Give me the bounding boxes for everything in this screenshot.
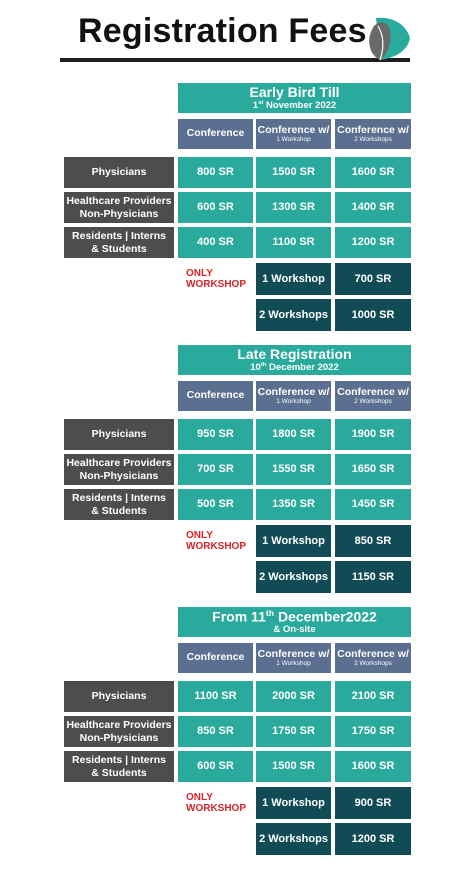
banner-subtitle: & On-site	[273, 623, 316, 635]
only-workshop-line: WORKSHOP	[186, 540, 246, 552]
price-cell: 700 SR	[178, 454, 253, 485]
column-header	[178, 119, 253, 149]
workshop-label: 1 Workshop	[256, 263, 331, 295]
price-cell: 1600 SR	[335, 157, 411, 188]
column-header	[256, 643, 331, 673]
row-label	[64, 716, 174, 747]
price-cell: 1300 SR	[256, 192, 331, 223]
workshop-price: 1150 SR	[335, 561, 411, 593]
column-header-label: Conference w/	[257, 123, 330, 136]
row-label-line: Non-Physicians	[79, 731, 159, 744]
price-cell: 500 SR	[178, 489, 253, 520]
only-workshop-label	[186, 531, 246, 552]
workshop-price: 1000 SR	[335, 299, 411, 331]
row-label-line: Non-Physicians	[79, 207, 159, 220]
only-workshop-line: WORKSHOP	[186, 802, 246, 814]
workshop-price: 850 SR	[335, 525, 411, 557]
title-underline	[60, 58, 410, 62]
column-header	[178, 643, 253, 673]
row-label-line: & Students	[91, 242, 147, 255]
row-label	[64, 751, 174, 782]
row-label-line: Physicians	[91, 428, 147, 441]
workshop-label: 2 Workshops	[256, 561, 331, 593]
price-cell: 600 SR	[178, 192, 253, 223]
column-header-label: Conference w/	[337, 647, 409, 660]
price-cell: 1400 SR	[335, 192, 411, 223]
price-cell: 1100 SR	[178, 681, 253, 712]
row-label-line: Healthcare Providers	[66, 719, 172, 732]
row-label-line: Residents | Interns	[72, 230, 166, 243]
price-cell: 1600 SR	[335, 751, 411, 782]
price-cell: 1450 SR	[335, 489, 411, 520]
price-cell: 1750 SR	[335, 716, 411, 747]
workshop-label: 1 Workshop	[256, 525, 331, 557]
workshop-label: 2 Workshops	[256, 823, 331, 855]
row-label-line: Residents | Interns	[72, 754, 166, 767]
price-cell: 1500 SR	[256, 751, 331, 782]
column-header-label: Conference w/	[337, 123, 409, 136]
price-cell: 1550 SR	[256, 454, 331, 485]
column-header-sublabel: 2 Workshops	[354, 397, 392, 405]
column-header-label: Conference w/	[337, 385, 409, 398]
price-cell: 1800 SR	[256, 419, 331, 450]
price-cell: 1750 SR	[256, 716, 331, 747]
price-cell: 600 SR	[178, 751, 253, 782]
column-header	[335, 381, 411, 411]
column-header-sublabel: 2 Workshops	[354, 659, 392, 667]
price-cell: 400 SR	[178, 227, 253, 258]
only-workshop-label	[186, 793, 246, 814]
column-header	[256, 119, 331, 149]
workshop-price: 900 SR	[335, 787, 411, 819]
section-banner-3	[178, 607, 411, 637]
column-header-label: Conference w/	[257, 647, 330, 660]
leaf-logo-icon	[362, 16, 412, 62]
banner-subtitle: 1st November 2022	[252, 100, 337, 112]
row-label-line: Healthcare Providers	[66, 457, 172, 470]
page-title: Registration Fees	[78, 12, 367, 50]
row-label-line: & Students	[91, 504, 147, 517]
price-cell: 1200 SR	[335, 227, 411, 258]
price-cell: 1650 SR	[335, 454, 411, 485]
banner-title: Early Bird Till	[249, 83, 340, 100]
column-header-label: Conference	[186, 127, 245, 140]
column-header-label: Conference	[186, 389, 245, 402]
price-cell: 2100 SR	[335, 681, 411, 712]
section-banner-2	[178, 345, 411, 375]
workshop-price: 1200 SR	[335, 823, 411, 855]
only-workshop-line: ONLY	[186, 268, 213, 279]
row-label-line: & Students	[91, 766, 147, 779]
workshop-label: 2 Workshops	[256, 299, 331, 331]
row-label	[64, 227, 174, 258]
only-workshop-line: ONLY	[186, 530, 213, 541]
workshop-label: 1 Workshop	[256, 787, 331, 819]
price-cell: 1100 SR	[256, 227, 331, 258]
row-label	[64, 192, 174, 223]
column-header-sublabel: 2 Workshops	[354, 135, 392, 143]
row-label-line: Physicians	[91, 690, 147, 703]
banner-subtitle: 10th December 2022	[250, 362, 339, 374]
column-header-sublabel: 1 Workshop	[276, 135, 311, 143]
column-header-label: Conference	[186, 651, 245, 664]
section-banner-1	[178, 83, 411, 113]
row-label-line: Healthcare Providers	[66, 195, 172, 208]
banner-title: From 11th December2022	[212, 608, 377, 625]
row-label	[64, 157, 174, 188]
only-workshop-line: WORKSHOP	[186, 278, 246, 290]
workshop-price: 700 SR	[335, 263, 411, 295]
row-label-line: Physicians	[91, 166, 147, 179]
price-cell: 1350 SR	[256, 489, 331, 520]
price-cell: 2000 SR	[256, 681, 331, 712]
price-cell: 1500 SR	[256, 157, 331, 188]
only-workshop-line: ONLY	[186, 792, 213, 803]
column-header-sublabel: 1 Workshop	[276, 659, 311, 667]
price-cell: 850 SR	[178, 716, 253, 747]
row-label-line: Residents | Interns	[72, 492, 166, 505]
price-cell: 800 SR	[178, 157, 253, 188]
row-label-line: Non-Physicians	[79, 469, 159, 482]
column-header	[335, 643, 411, 673]
column-header	[178, 381, 253, 411]
price-cell: 950 SR	[178, 419, 253, 450]
row-label	[64, 681, 174, 712]
row-label	[64, 454, 174, 485]
banner-title: Late Registration	[237, 345, 352, 362]
column-header	[256, 381, 331, 411]
row-label	[64, 419, 174, 450]
row-label	[64, 489, 174, 520]
column-header	[335, 119, 411, 149]
column-header-label: Conference w/	[257, 385, 330, 398]
only-workshop-label	[186, 269, 246, 290]
column-header-sublabel: 1 Workshop	[276, 397, 311, 405]
price-cell: 1900 SR	[335, 419, 411, 450]
